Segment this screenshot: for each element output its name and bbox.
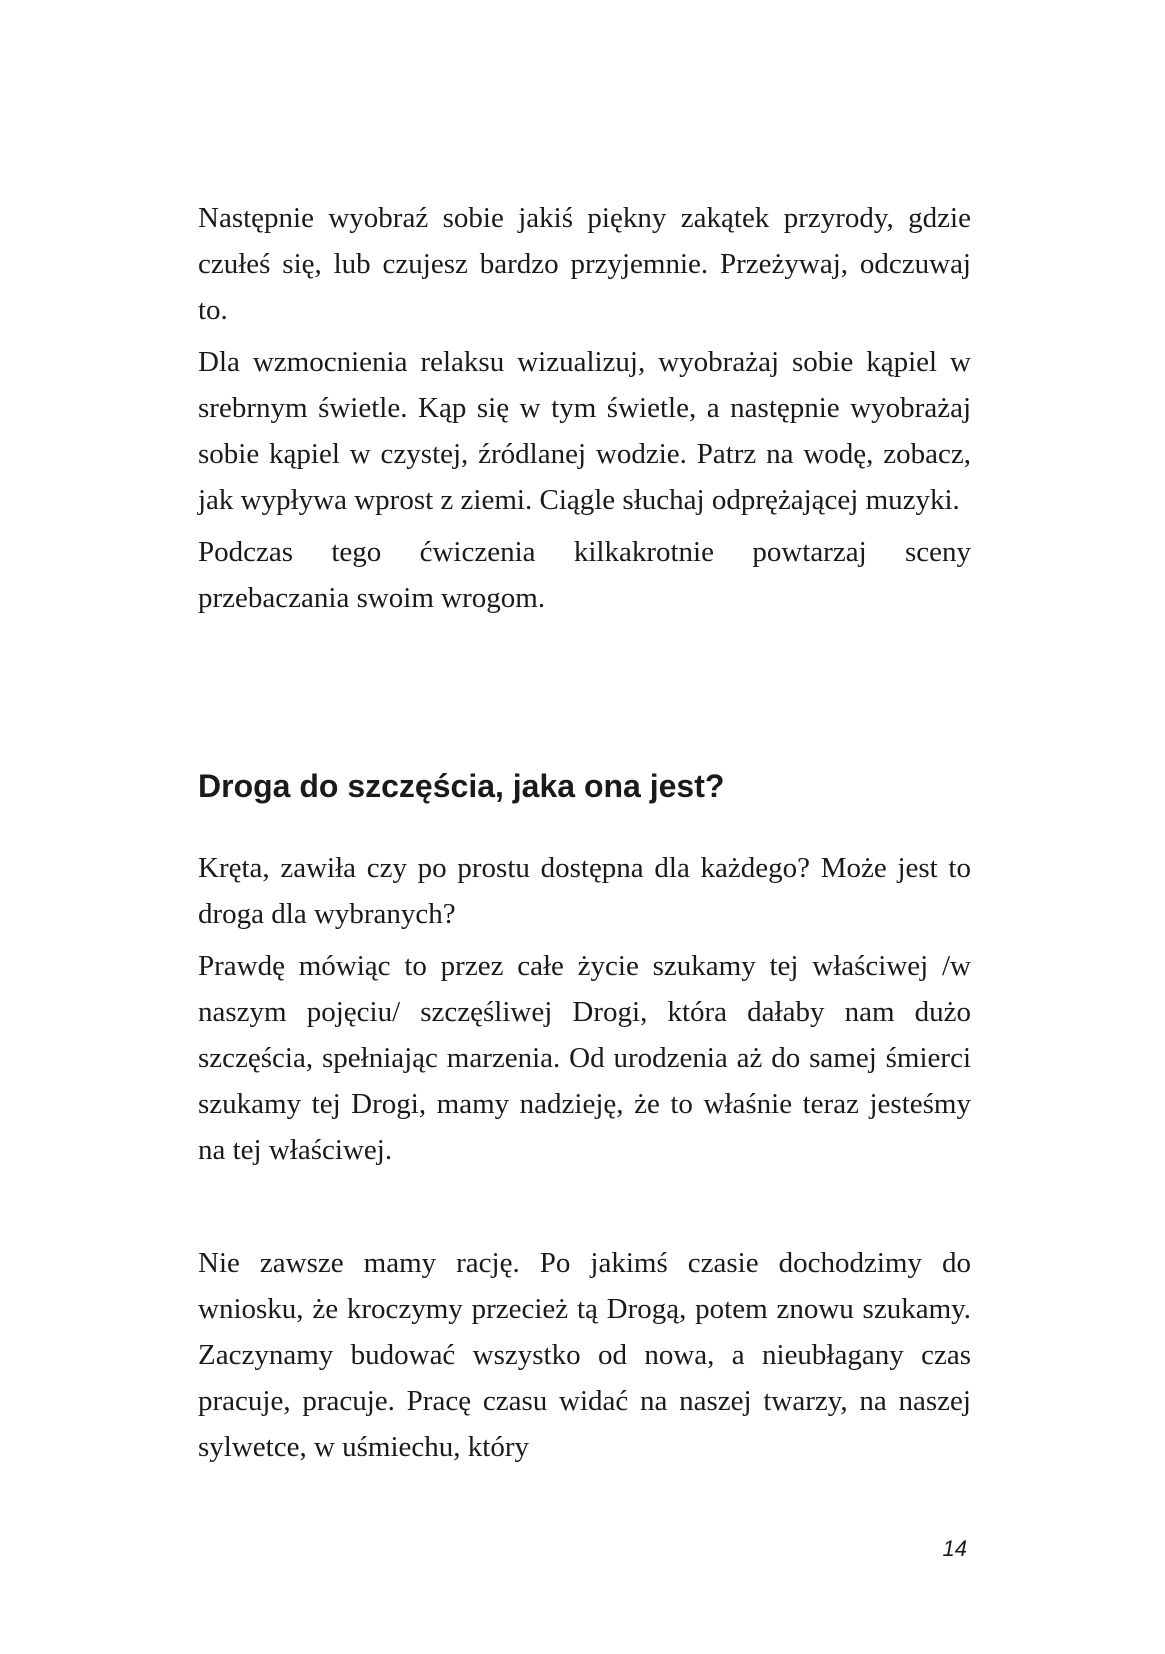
paragraph: Dla wzmocnienia relaksu wizualizuj, wyobrażaj sobie kąpiel w srebrnym świetle. Kąp się w tym świetle, a następnie wyobrażaj sobie kąpiel w czystej, źródlanej wodzie. Patrz na wodę, zobacz, jak wypływa wprost z ziemi. Ciągle słuchaj odprężającej muzyki. <box>198 346 971 516</box>
paragraph: Kręta, zawiła czy po prostu dostępna dla każdego? Może jest to droga dla wybranych? <box>198 852 971 930</box>
paragraph: Nie zawsze mamy rację. Po jakimś czasie dochodzimy do wniosku, że kroczymy przecież tą Drogą, potem znowu szukamy. Zaczynamy budować wszystko od nowa, a nieubłagany czas pracuje, pracuje. Pracę czasu widać na naszej twarzy, na naszej sylwetce, w uśmiechu, który <box>198 1247 971 1463</box>
paragraph: Podczas tego ćwiczenia kilkakrotnie powtarzaj sceny przebaczania swoim wrogom. <box>198 536 971 614</box>
body-text-section-2 <box>198 845 971 1173</box>
paragraph: Prawdę mówiąc to przez całe życie szukamy tej właściwej /w naszym pojęciu/ szczęśliwej Drogi, która dałaby nam dużo szczęścia, spełniając marzenia. Od urodzenia aż do samej śmierci szukamy tej Drogi, mamy nadzieję, że to właśnie teraz jesteśmy na tej właściwej. <box>198 950 971 1166</box>
page-number: 14 <box>942 1536 967 1561</box>
section-heading: Droga do szczęścia, jaka ona jest? <box>198 768 725 804</box>
paragraph: Następnie wyobraź sobie jakiś piękny zakątek przyrody, gdzie czułeś się, lub czujesz bardzo przyjemnie. Przeżywaj, odczuwaj to. <box>198 202 971 326</box>
body-text-section-1 <box>198 195 971 621</box>
body-text-section-3 <box>198 1240 971 1470</box>
document-page <box>198 0 971 1654</box>
